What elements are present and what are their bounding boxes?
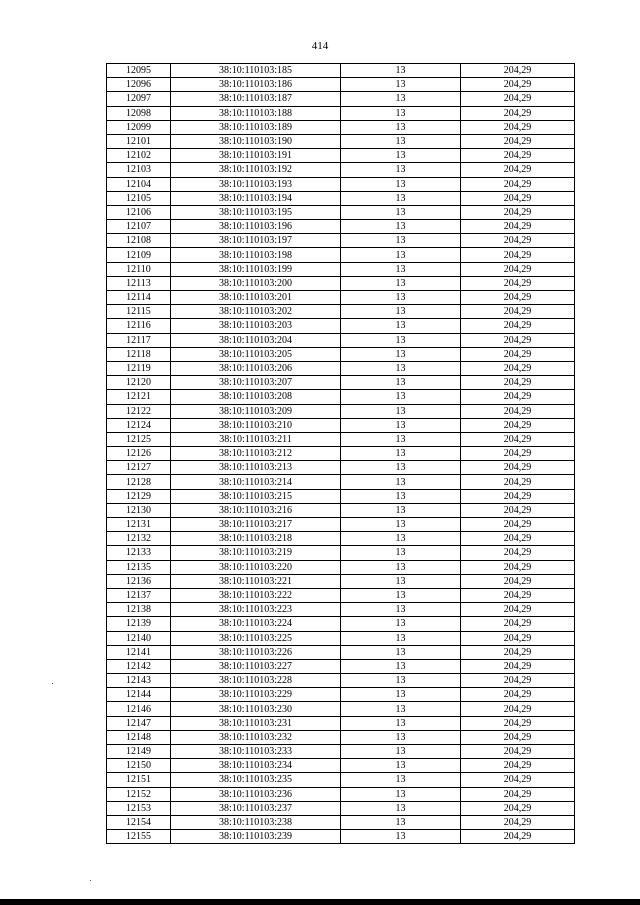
cadastral-number-cell: 38:10:110103:229 <box>171 688 341 702</box>
table-row <box>107 574 575 588</box>
quantity-cell: 13 <box>341 404 461 418</box>
quantity-cell: 13 <box>341 92 461 106</box>
table-row <box>107 234 575 248</box>
table-row <box>107 532 575 546</box>
value-cell: 204,29 <box>461 390 575 404</box>
cadastral-number-cell: 38:10:110103:206 <box>171 361 341 375</box>
table-row <box>107 92 575 106</box>
quantity-cell: 13 <box>341 830 461 844</box>
row-number-cell: 12140 <box>107 631 171 645</box>
row-number-cell: 12138 <box>107 603 171 617</box>
row-number-cell: 12150 <box>107 759 171 773</box>
quantity-cell: 13 <box>341 815 461 829</box>
value-cell: 204,29 <box>461 773 575 787</box>
quantity-cell: 13 <box>341 390 461 404</box>
table-row <box>107 801 575 815</box>
row-number-cell: 12141 <box>107 645 171 659</box>
quantity-cell: 13 <box>341 262 461 276</box>
cadastral-number-cell: 38:10:110103:188 <box>171 106 341 120</box>
quantity-cell: 13 <box>341 688 461 702</box>
value-cell: 204,29 <box>461 560 575 574</box>
table-row <box>107 815 575 829</box>
table-row <box>107 248 575 262</box>
quantity-cell: 13 <box>341 64 461 78</box>
cadastral-number-cell: 38:10:110103:190 <box>171 134 341 148</box>
table-row <box>107 220 575 234</box>
row-number-cell: 12144 <box>107 688 171 702</box>
table-row <box>107 560 575 574</box>
cadastral-number-cell: 38:10:110103:239 <box>171 830 341 844</box>
value-cell: 204,29 <box>461 234 575 248</box>
row-number-cell: 12155 <box>107 830 171 844</box>
quantity-cell: 13 <box>341 432 461 446</box>
row-number-cell: 12151 <box>107 773 171 787</box>
quantity-cell: 13 <box>341 220 461 234</box>
quantity-cell: 13 <box>341 305 461 319</box>
value-cell: 204,29 <box>461 461 575 475</box>
cadastral-number-cell: 38:10:110103:194 <box>171 191 341 205</box>
cadastral-number-cell: 38:10:110103:222 <box>171 588 341 602</box>
cadastral-number-cell: 38:10:110103:196 <box>171 220 341 234</box>
quantity-cell: 13 <box>341 163 461 177</box>
table-row <box>107 702 575 716</box>
cadastral-number-cell: 38:10:110103:209 <box>171 404 341 418</box>
row-number-cell: 12115 <box>107 305 171 319</box>
cadastral-number-cell: 38:10:110103:208 <box>171 390 341 404</box>
row-number-cell: 12105 <box>107 191 171 205</box>
row-number-cell: 12099 <box>107 120 171 134</box>
quantity-cell: 13 <box>341 205 461 219</box>
table-row <box>107 787 575 801</box>
cadastral-number-cell: 38:10:110103:221 <box>171 574 341 588</box>
quantity-cell: 13 <box>341 376 461 390</box>
table-row <box>107 603 575 617</box>
row-number-cell: 12119 <box>107 361 171 375</box>
table-row <box>107 617 575 631</box>
value-cell: 204,29 <box>461 404 575 418</box>
row-number-cell: 12133 <box>107 546 171 560</box>
quantity-cell: 13 <box>341 631 461 645</box>
value-cell: 204,29 <box>461 177 575 191</box>
cadastral-number-cell: 38:10:110103:236 <box>171 787 341 801</box>
table-row <box>107 730 575 744</box>
value-cell: 204,29 <box>461 305 575 319</box>
quantity-cell: 13 <box>341 361 461 375</box>
table-row <box>107 291 575 305</box>
cadastral-number-cell: 38:10:110103:186 <box>171 78 341 92</box>
value-cell: 204,29 <box>461 361 575 375</box>
table-row <box>107 546 575 560</box>
quantity-cell: 13 <box>341 333 461 347</box>
cadastral-number-cell: 38:10:110103:191 <box>171 149 341 163</box>
value-cell: 204,29 <box>461 787 575 801</box>
row-number-cell: 12103 <box>107 163 171 177</box>
page-number: 414 <box>311 40 329 52</box>
table-row <box>107 305 575 319</box>
quantity-cell: 13 <box>341 787 461 801</box>
table-row <box>107 361 575 375</box>
row-number-cell: 12131 <box>107 518 171 532</box>
table-row <box>107 262 575 276</box>
value-cell: 204,29 <box>461 730 575 744</box>
quantity-cell: 13 <box>341 674 461 688</box>
quantity-cell: 13 <box>341 106 461 120</box>
row-number-cell: 12120 <box>107 376 171 390</box>
value-cell: 204,29 <box>461 815 575 829</box>
cadastral-number-cell: 38:10:110103:234 <box>171 759 341 773</box>
value-cell: 204,29 <box>461 674 575 688</box>
cadastral-number-cell: 38:10:110103:210 <box>171 418 341 432</box>
quantity-cell: 13 <box>341 617 461 631</box>
quantity-cell: 13 <box>341 730 461 744</box>
row-number-cell: 12146 <box>107 702 171 716</box>
row-number-cell: 12116 <box>107 319 171 333</box>
cadastral-number-cell: 38:10:110103:216 <box>171 503 341 517</box>
row-number-cell: 12143 <box>107 674 171 688</box>
value-cell: 204,29 <box>461 716 575 730</box>
value-cell: 204,29 <box>461 532 575 546</box>
value-cell: 204,29 <box>461 134 575 148</box>
value-cell: 204,29 <box>461 120 575 134</box>
row-number-cell: 12118 <box>107 347 171 361</box>
quantity-cell: 13 <box>341 716 461 730</box>
value-cell: 204,29 <box>461 262 575 276</box>
row-number-cell: 12147 <box>107 716 171 730</box>
value-cell: 204,29 <box>461 688 575 702</box>
table-row <box>107 134 575 148</box>
value-cell: 204,29 <box>461 333 575 347</box>
table-row <box>107 106 575 120</box>
quantity-cell: 13 <box>341 418 461 432</box>
quantity-cell: 13 <box>341 503 461 517</box>
table-row <box>107 205 575 219</box>
value-cell: 204,29 <box>461 546 575 560</box>
value-cell: 204,29 <box>461 603 575 617</box>
row-number-cell: 12154 <box>107 815 171 829</box>
cadastral-number-cell: 38:10:110103:214 <box>171 475 341 489</box>
value-cell: 204,29 <box>461 191 575 205</box>
quantity-cell: 13 <box>341 518 461 532</box>
cadastral-number-cell: 38:10:110103:192 <box>171 163 341 177</box>
table-row <box>107 759 575 773</box>
table-row <box>107 518 575 532</box>
quantity-cell: 13 <box>341 659 461 673</box>
row-number-cell: 12129 <box>107 489 171 503</box>
cadastral-number-cell: 38:10:110103:211 <box>171 432 341 446</box>
table-row <box>107 319 575 333</box>
cadastral-number-cell: 38:10:110103:205 <box>171 347 341 361</box>
table-row <box>107 588 575 602</box>
quantity-cell: 13 <box>341 461 461 475</box>
row-number-cell: 12095 <box>107 64 171 78</box>
row-number-cell: 12097 <box>107 92 171 106</box>
value-cell: 204,29 <box>461 645 575 659</box>
value-cell: 204,29 <box>461 745 575 759</box>
scan-speck <box>52 683 53 684</box>
row-number-cell: 12126 <box>107 447 171 461</box>
row-number-cell: 12128 <box>107 475 171 489</box>
cadastral-number-cell: 38:10:110103:235 <box>171 773 341 787</box>
cadastral-number-cell: 38:10:110103:187 <box>171 92 341 106</box>
quantity-cell: 13 <box>341 801 461 815</box>
table-row <box>107 447 575 461</box>
value-cell: 204,29 <box>461 205 575 219</box>
cadastral-number-cell: 38:10:110103:200 <box>171 276 341 290</box>
table-row <box>107 631 575 645</box>
row-number-cell: 12137 <box>107 588 171 602</box>
row-number-cell: 12135 <box>107 560 171 574</box>
scan-speck <box>90 880 91 881</box>
quantity-cell: 13 <box>341 603 461 617</box>
table-row <box>107 163 575 177</box>
value-cell: 204,29 <box>461 163 575 177</box>
table-row <box>107 333 575 347</box>
quantity-cell: 13 <box>341 347 461 361</box>
cadastral-number-cell: 38:10:110103:220 <box>171 560 341 574</box>
row-number-cell: 12125 <box>107 432 171 446</box>
value-cell: 204,29 <box>461 276 575 290</box>
quantity-cell: 13 <box>341 489 461 503</box>
quantity-cell: 13 <box>341 234 461 248</box>
quantity-cell: 13 <box>341 276 461 290</box>
row-number-cell: 12104 <box>107 177 171 191</box>
quantity-cell: 13 <box>341 120 461 134</box>
table-row <box>107 645 575 659</box>
cadastral-number-cell: 38:10:110103:207 <box>171 376 341 390</box>
value-cell: 204,29 <box>461 631 575 645</box>
value-cell: 204,29 <box>461 106 575 120</box>
cadastral-number-cell: 38:10:110103:203 <box>171 319 341 333</box>
cadastral-number-cell: 38:10:110103:223 <box>171 603 341 617</box>
table-row <box>107 191 575 205</box>
row-number-cell: 12152 <box>107 787 171 801</box>
cadastral-number-cell: 38:10:110103:185 <box>171 64 341 78</box>
quantity-cell: 13 <box>341 574 461 588</box>
table-row <box>107 404 575 418</box>
row-number-cell: 12130 <box>107 503 171 517</box>
quantity-cell: 13 <box>341 532 461 546</box>
cadastral-number-cell: 38:10:110103:213 <box>171 461 341 475</box>
table-row <box>107 347 575 361</box>
value-cell: 204,29 <box>461 617 575 631</box>
cadastral-number-cell: 38:10:110103:237 <box>171 801 341 815</box>
cadastral-number-cell: 38:10:110103:228 <box>171 674 341 688</box>
table-row <box>107 659 575 673</box>
cadastral-number-cell: 38:10:110103:218 <box>171 532 341 546</box>
value-cell: 204,29 <box>461 518 575 532</box>
register-table <box>106 63 575 844</box>
table-row <box>107 503 575 517</box>
quantity-cell: 13 <box>341 588 461 602</box>
table-row <box>107 64 575 78</box>
table-row <box>107 120 575 134</box>
quantity-cell: 13 <box>341 177 461 191</box>
table-row <box>107 475 575 489</box>
cadastral-number-cell: 38:10:110103:198 <box>171 248 341 262</box>
quantity-cell: 13 <box>341 447 461 461</box>
quantity-cell: 13 <box>341 702 461 716</box>
cadastral-number-cell: 38:10:110103:195 <box>171 205 341 219</box>
quantity-cell: 13 <box>341 475 461 489</box>
value-cell: 204,29 <box>461 432 575 446</box>
row-number-cell: 12127 <box>107 461 171 475</box>
cadastral-number-cell: 38:10:110103:227 <box>171 659 341 673</box>
value-cell: 204,29 <box>461 588 575 602</box>
quantity-cell: 13 <box>341 134 461 148</box>
cadastral-number-cell: 38:10:110103:197 <box>171 234 341 248</box>
table-row <box>107 773 575 787</box>
value-cell: 204,29 <box>461 376 575 390</box>
table-row <box>107 745 575 759</box>
cadastral-number-cell: 38:10:110103:219 <box>171 546 341 560</box>
row-number-cell: 12102 <box>107 149 171 163</box>
value-cell: 204,29 <box>461 447 575 461</box>
row-number-cell: 12101 <box>107 134 171 148</box>
value-cell: 204,29 <box>461 220 575 234</box>
value-cell: 204,29 <box>461 574 575 588</box>
row-number-cell: 12153 <box>107 801 171 815</box>
table-row <box>107 276 575 290</box>
row-number-cell: 12136 <box>107 574 171 588</box>
row-number-cell: 12139 <box>107 617 171 631</box>
value-cell: 204,29 <box>461 149 575 163</box>
quantity-cell: 13 <box>341 149 461 163</box>
value-cell: 204,29 <box>461 64 575 78</box>
cadastral-number-cell: 38:10:110103:202 <box>171 305 341 319</box>
value-cell: 204,29 <box>461 319 575 333</box>
quantity-cell: 13 <box>341 291 461 305</box>
value-cell: 204,29 <box>461 78 575 92</box>
cadastral-number-cell: 38:10:110103:232 <box>171 730 341 744</box>
row-number-cell: 12098 <box>107 106 171 120</box>
table-row <box>107 177 575 191</box>
table-row <box>107 489 575 503</box>
cadastral-number-cell: 38:10:110103:233 <box>171 745 341 759</box>
value-cell: 204,29 <box>461 503 575 517</box>
quantity-cell: 13 <box>341 759 461 773</box>
cadastral-number-cell: 38:10:110103:204 <box>171 333 341 347</box>
cadastral-number-cell: 38:10:110103:225 <box>171 631 341 645</box>
table-row <box>107 461 575 475</box>
row-number-cell: 12122 <box>107 404 171 418</box>
value-cell: 204,29 <box>461 291 575 305</box>
row-number-cell: 12106 <box>107 205 171 219</box>
cadastral-number-cell: 38:10:110103:201 <box>171 291 341 305</box>
table-row <box>107 674 575 688</box>
quantity-cell: 13 <box>341 319 461 333</box>
table-row <box>107 432 575 446</box>
row-number-cell: 12149 <box>107 745 171 759</box>
table-row <box>107 716 575 730</box>
row-number-cell: 12108 <box>107 234 171 248</box>
cadastral-number-cell: 38:10:110103:231 <box>171 716 341 730</box>
row-number-cell: 12110 <box>107 262 171 276</box>
table-row <box>107 830 575 844</box>
quantity-cell: 13 <box>341 745 461 759</box>
cadastral-number-cell: 38:10:110103:189 <box>171 120 341 134</box>
row-number-cell: 12109 <box>107 248 171 262</box>
value-cell: 204,29 <box>461 248 575 262</box>
register-table-body <box>107 64 575 844</box>
quantity-cell: 13 <box>341 191 461 205</box>
cadastral-number-cell: 38:10:110103:193 <box>171 177 341 191</box>
row-number-cell: 12124 <box>107 418 171 432</box>
scan-bottom-edge <box>0 899 640 905</box>
value-cell: 204,29 <box>461 489 575 503</box>
quantity-cell: 13 <box>341 560 461 574</box>
value-cell: 204,29 <box>461 830 575 844</box>
quantity-cell: 13 <box>341 546 461 560</box>
row-number-cell: 12114 <box>107 291 171 305</box>
quantity-cell: 13 <box>341 773 461 787</box>
value-cell: 204,29 <box>461 418 575 432</box>
quantity-cell: 13 <box>341 248 461 262</box>
table-row <box>107 78 575 92</box>
table-row <box>107 688 575 702</box>
row-number-cell: 12096 <box>107 78 171 92</box>
cadastral-number-cell: 38:10:110103:199 <box>171 262 341 276</box>
table-row <box>107 390 575 404</box>
cadastral-number-cell: 38:10:110103:230 <box>171 702 341 716</box>
row-number-cell: 12121 <box>107 390 171 404</box>
quantity-cell: 13 <box>341 78 461 92</box>
cadastral-number-cell: 38:10:110103:226 <box>171 645 341 659</box>
value-cell: 204,29 <box>461 475 575 489</box>
row-number-cell: 12107 <box>107 220 171 234</box>
table-row <box>107 418 575 432</box>
cadastral-number-cell: 38:10:110103:215 <box>171 489 341 503</box>
row-number-cell: 12113 <box>107 276 171 290</box>
value-cell: 204,29 <box>461 759 575 773</box>
cadastral-number-cell: 38:10:110103:224 <box>171 617 341 631</box>
table-row <box>107 149 575 163</box>
cadastral-number-cell: 38:10:110103:217 <box>171 518 341 532</box>
cadastral-number-cell: 38:10:110103:212 <box>171 447 341 461</box>
cadastral-number-cell: 38:10:110103:238 <box>171 815 341 829</box>
value-cell: 204,29 <box>461 347 575 361</box>
value-cell: 204,29 <box>461 801 575 815</box>
row-number-cell: 12142 <box>107 659 171 673</box>
row-number-cell: 12117 <box>107 333 171 347</box>
value-cell: 204,29 <box>461 702 575 716</box>
table-row <box>107 376 575 390</box>
value-cell: 204,29 <box>461 92 575 106</box>
row-number-cell: 12148 <box>107 730 171 744</box>
value-cell: 204,29 <box>461 659 575 673</box>
quantity-cell: 13 <box>341 645 461 659</box>
row-number-cell: 12132 <box>107 532 171 546</box>
